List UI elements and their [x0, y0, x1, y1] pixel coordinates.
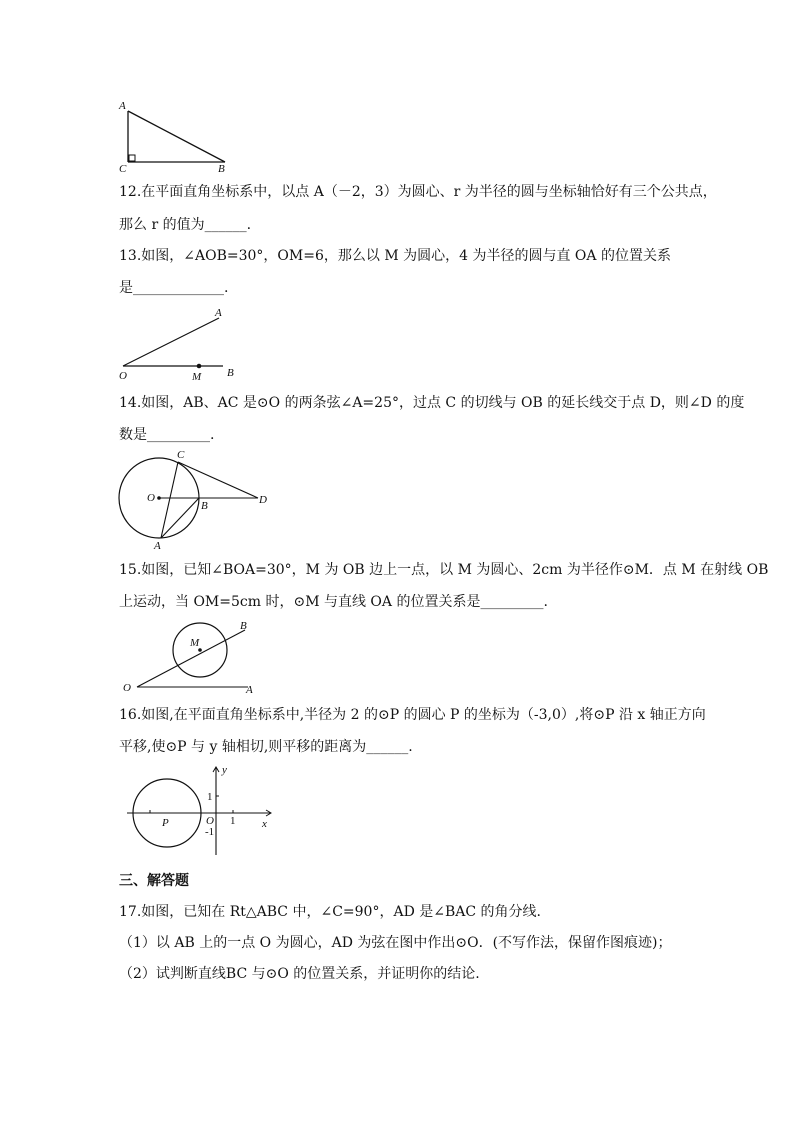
question-17-line-2: （1）以 AB 上的一点 O 为圆心，AD 为弦在图中作出⊙O．(不写作法，保留作图痕迹)； [119, 935, 672, 951]
label-a: A [154, 540, 161, 552]
question-12-line-1: 12.在平面直角坐标系中，以点 A（－2，3）为圆心、r 为半径的圆与坐标轴恰好有三个公共点， [119, 184, 717, 200]
question-13-line-1: 13.如图，∠AOB=30°，OM=6，那么以 M 为圆心，4 为半径的圆与直 OA 的位置关系 [119, 248, 671, 264]
label-o: O [123, 682, 131, 694]
label-p: P [162, 817, 169, 829]
question-16-line-1: 16.如图,在平面直角坐标系中,半径为 2 的⊙P 的圆心 P 的坐标为（-3,0）,将⊙P 沿 x 轴正方向 [119, 707, 706, 723]
question-12-line-2: 那么 r 的值为______. [119, 217, 252, 233]
label-b: B [240, 620, 247, 632]
coordinate-figure-q16 [115, 762, 280, 860]
label-o: O [206, 815, 214, 827]
label-y: y [222, 764, 227, 776]
question-16-line-2: 平移,使⊙P 与 y 轴相切,则平移的距离为______. [119, 739, 413, 755]
coordinate-svg-q16 [115, 762, 280, 860]
question-17-line-1: 17.如图，已知在 Rt△ABC 中，∠C=90°，AD 是∠BAC 的角分线. [119, 904, 541, 920]
tick-label-minus-1: -1 [205, 826, 215, 838]
section-heading: 三、解答题 [119, 873, 189, 889]
question-13-line-2: 是_____________. [119, 280, 229, 296]
circle-figure-q14 [115, 448, 275, 556]
label-a: A [246, 684, 253, 696]
circle-svg-q14 [115, 448, 275, 556]
label-m: M [190, 637, 200, 649]
label-x: x [262, 818, 267, 830]
label-m: M [192, 371, 202, 383]
circle-svg-q15 [115, 615, 265, 697]
question-14-line-1: 14.如图，AB、AC 是⊙O 的两条弦∠A=25°，过点 C 的切线与 OB 的延长线交于点 D，则∠D 的度 [119, 395, 745, 411]
circle-figure-q15 [115, 615, 265, 697]
angle-svg-q13 [115, 305, 245, 385]
tick-label-1: 1 [207, 791, 213, 803]
label-o: O [119, 370, 127, 382]
label-b: B [201, 500, 208, 512]
label-o: O [147, 492, 155, 504]
label-a: A [119, 100, 126, 112]
question-14-line-2: 数是_________. [119, 427, 215, 443]
label-d: D [259, 494, 267, 506]
label-c: C [119, 163, 127, 175]
label-c: C [177, 449, 185, 461]
question-15-line-1: 15.如图，已知∠BOA=30°，M 为 OB 边上一点，以 M 为圆心、2cm 为半径作⊙M．点 M 在射线 OB [119, 562, 769, 578]
question-17-line-3: （2）试判断直线BC 与⊙O 的位置关系，并证明你的结论. [119, 966, 480, 982]
label-b: B [218, 163, 225, 175]
label-b: B [227, 367, 234, 379]
question-15-line-2: 上运动，当 OM=5cm 时，⊙M 与直线 OA 的位置关系是_________. [119, 594, 548, 610]
triangle-figure [115, 95, 240, 175]
label-a: A [215, 307, 222, 319]
angle-figure-q13 [115, 305, 245, 385]
tick-label-x-1: 1 [230, 815, 236, 827]
triangle-svg [115, 95, 240, 175]
